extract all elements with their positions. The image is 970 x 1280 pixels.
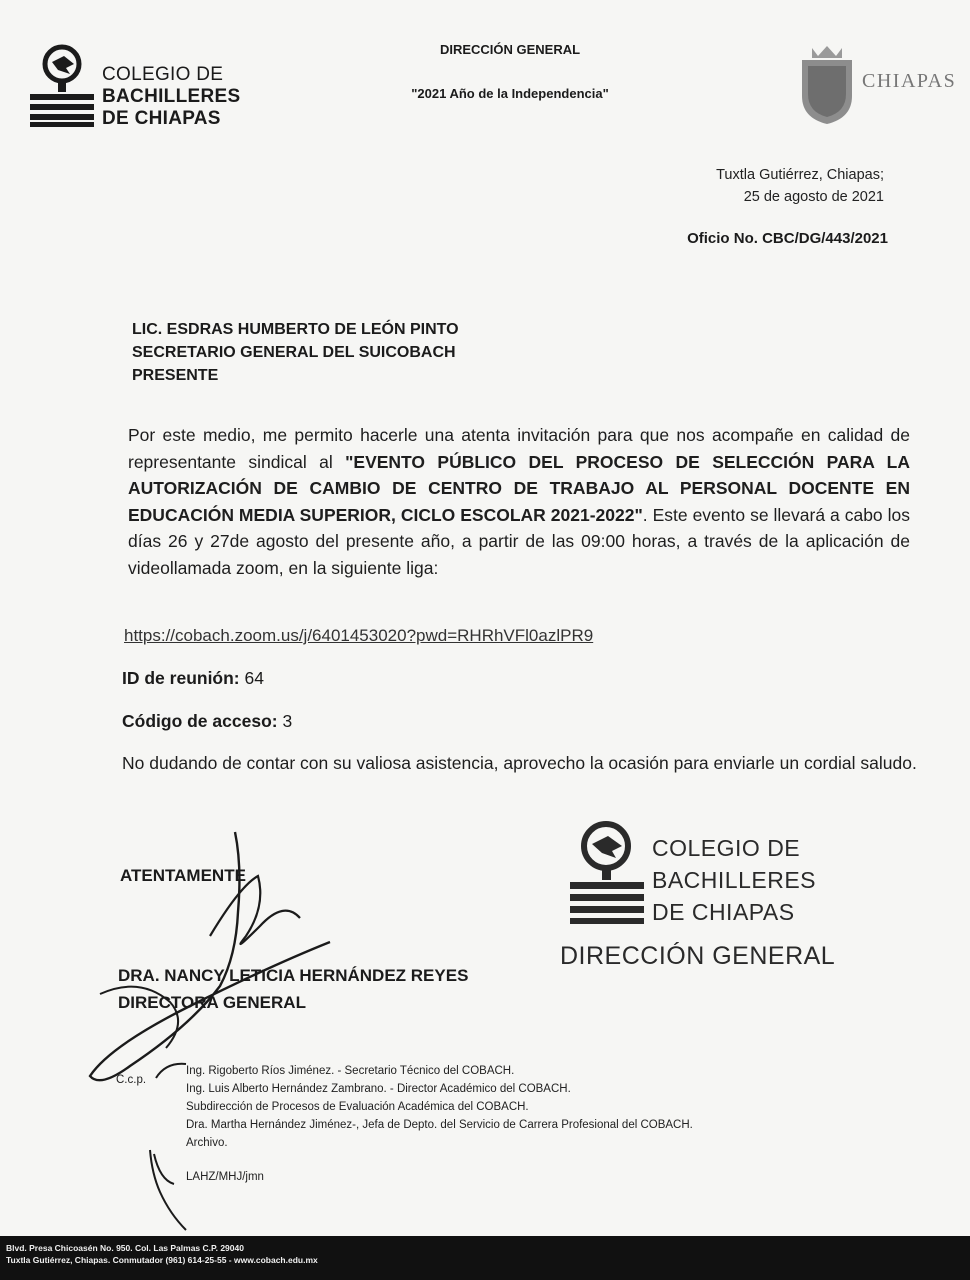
place-date [564,164,884,208]
ccp-initials: LAHZ/MHJ/jmn [186,1171,264,1183]
meeting-id [122,668,264,689]
logo-line-1: COLEGIO DE [102,64,224,85]
access-code [122,711,292,732]
meeting-id-label: ID de reunión: [122,668,240,688]
ccp-item: Dra. Martha Hernández Jiménez-, Jefa de Depto. del Servicio de Carrera Profesional del COBACH. [186,1119,693,1131]
footer [0,1236,970,1280]
ccp-item: Ing. Rigoberto Ríos Jiménez. - Secretario Técnico del COBACH. [186,1065,515,1077]
stamp-line-3: DE CHIAPAS [652,899,795,925]
event-name: "EVENTO PÚBLICO DEL PROCESO DE SELECCIÓN PARA LA AUTORIZACIÓN DE CAMBIO DE CENTRO DE TRABAJO AL PERSONAL DOCENTE EN EDUCACIÓN MEDIA SUPERIOR, CICLO ESCOLAR 2021-2022" [128,451,911,525]
handwritten-signature [70,826,370,1096]
access-code-label: Código de acceso: [122,711,278,731]
stamp-department: DIRECCIÓN GENERAL [560,942,836,970]
chiapas-shield-icon [796,44,858,126]
stamp-line-2: BACHILLERES [652,867,817,893]
ccp-label: C.c.p. [116,1074,147,1086]
cobach-logo-icon [24,42,98,130]
letter-date: 25 de agosto de 2021 [743,189,884,205]
chiapas-emblem [796,44,970,130]
body-intro: Por este medio, me permito hacerle una atenta invitación para que nos acompañe en calidad de representante sindical al [128,425,910,472]
oficio-number: Oficio No. CBC/DG/443/2021 [687,230,888,247]
logo-line-3: DE CHIAPAS [102,108,221,129]
header-title: DIRECCIÓN GENERAL [439,42,581,57]
footer-contact: Tuxtla Gutiérrez, Chiapas. Conmutador (961) 614-25-55 - www.cobach.edu.mx [6,1255,318,1265]
stamp-line-1: COLEGIO DE [652,835,801,861]
signatory-position: DIRECTORA GENERAL [118,993,306,1012]
access-code-value: 3 [282,711,293,731]
atentamente: ATENTAMENTE [120,866,246,885]
place-city: Tuxtla Gutiérrez, Chiapas; [716,167,884,183]
logo-line-2: BACHILLERES [102,86,241,107]
body-details: . Este evento se llevará a cabo los días 26 y 27de agosto del presente año, a partir de las 09:00 horas, a través de la aplicación de videollamada zoom, en la siguiente liga: [128,504,910,578]
chiapas-wordmark: CHIAPAS [862,70,957,92]
closing-paragraph: No dudando de contar con su valiosa asistencia, aprovecho la ocasión para enviarle un cordial saludo. [122,753,917,773]
initial-mark [140,1144,200,1234]
footer-address: Blvd. Presa Chicoasén No. 950. Col. Las Palmas C.P. 29040 [6,1243,244,1253]
stamp-logo-icon [566,818,646,934]
header-motto: "2021 Año de la Independencia" [411,86,609,101]
addressee-presente: PRESENTE [132,367,219,384]
body-paragraph [128,422,910,581]
ccp-item: Ing. Luis Alberto Hernández Zambrano. - Director Académico del COBACH. [186,1083,571,1095]
official-stamp [560,818,850,988]
ccp-list [186,1062,826,1152]
ccp-item: Archivo. [186,1137,228,1149]
addressee-name: LIC. ESDRAS HUMBERTO DE LEÓN PINTO [132,321,459,338]
signatory-name: DRA. NANCY LETICIA HERNÁNDEZ REYES [118,966,469,985]
meeting-id-value: 64 [244,668,264,688]
addressee [132,318,459,387]
zoom-link[interactable]: https://cobach.zoom.us/j/6401453020?pwd=RHRhVFl0azlPR9 [124,626,594,645]
ccp-item: Subdirección de Procesos de Evaluación Académica del COBACH. [186,1101,529,1113]
addressee-position: SECRETARIO GENERAL DEL SUICOBACH [132,344,456,361]
cobach-logo [24,42,274,132]
